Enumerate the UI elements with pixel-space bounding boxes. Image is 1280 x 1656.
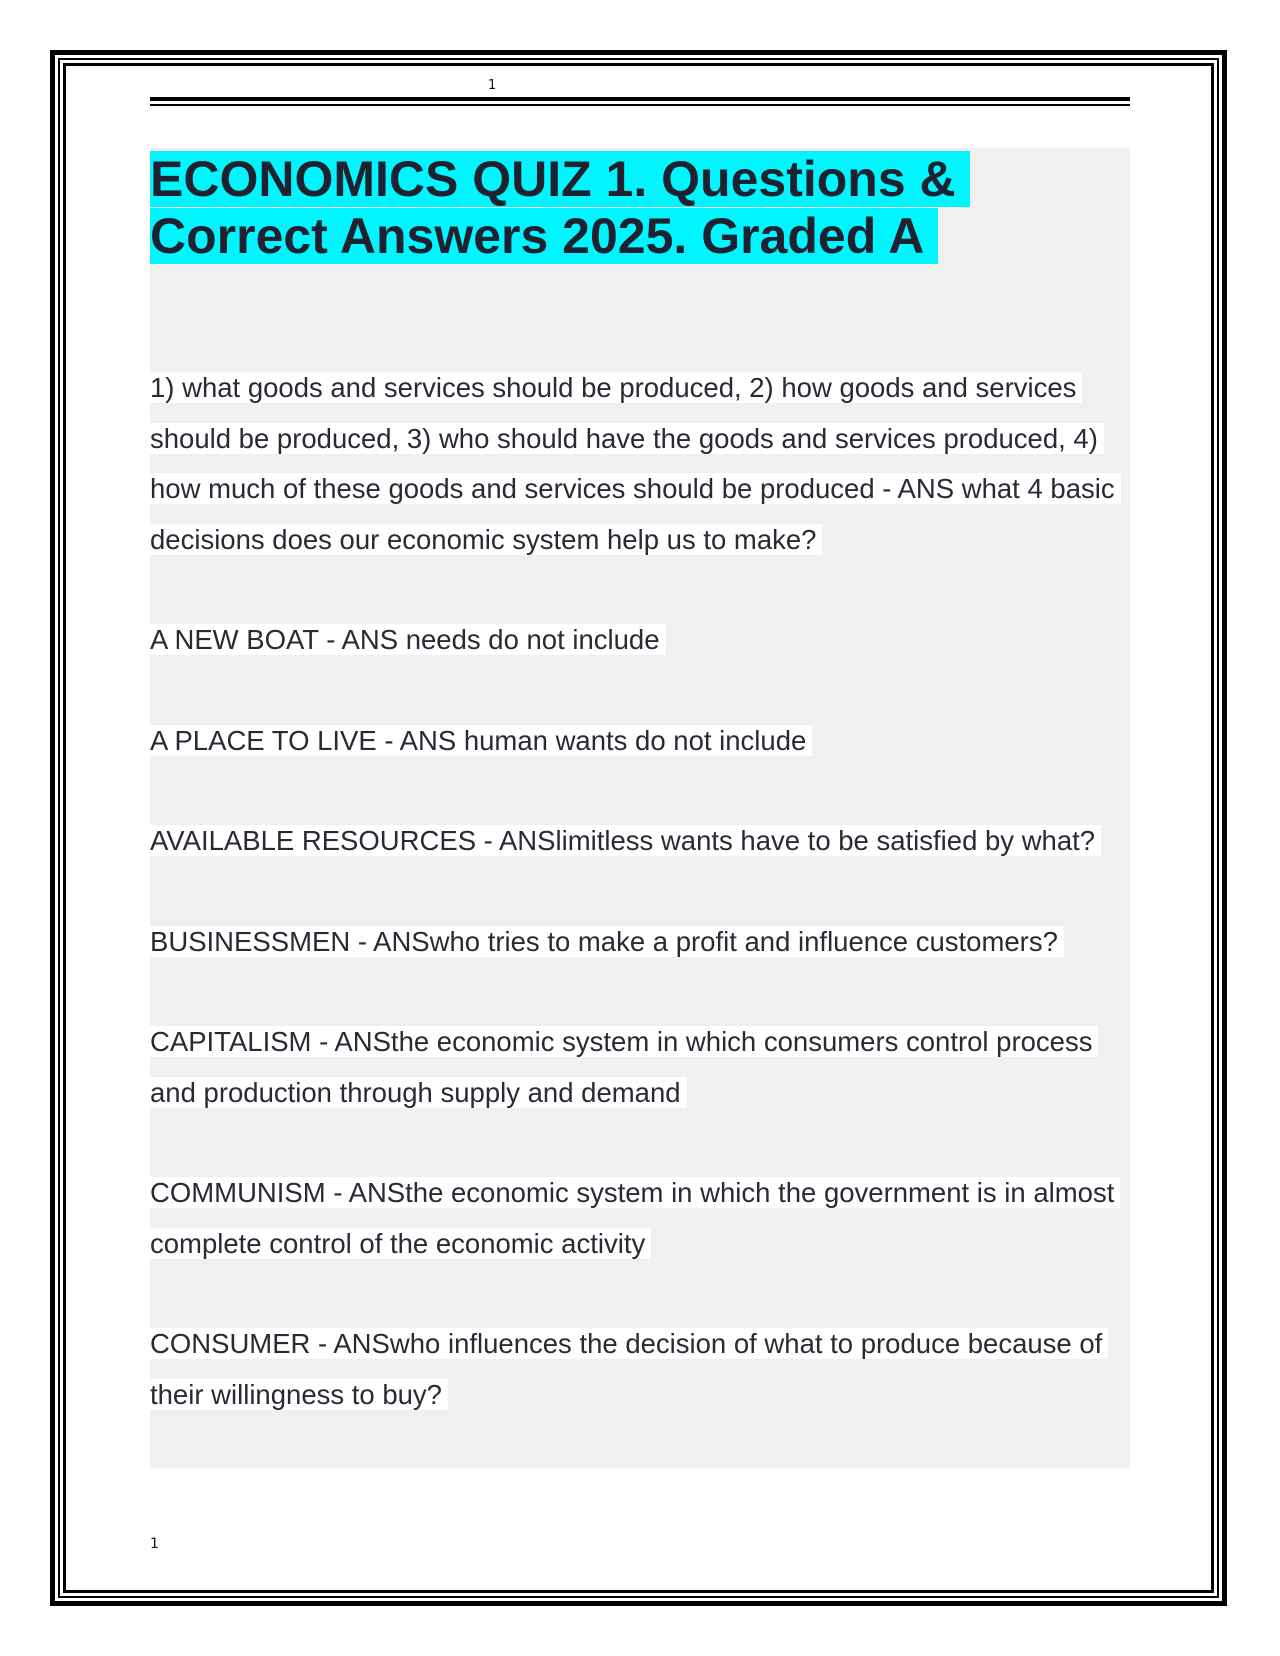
qa-entry-text: A PLACE TO LIVE - ANS human wants do not include: [150, 725, 812, 756]
qa-entry-text: 1) what goods and services should be produced, 2) how goods and services should be produced, 3) who should have the goods and services produced, 4) how much of these goods and services should be produced - ANS what 4 basic decisions does our economic system help us to make?: [150, 372, 1121, 555]
qa-list: [150, 363, 1125, 1470]
qa-entry-text: AVAILABLE RESOURCES - ANSlimitless wants have to be satisfied by what?: [150, 825, 1101, 856]
footer-page-number: 1: [150, 1536, 159, 1552]
qa-entry: [150, 1168, 1125, 1269]
qa-entry-text: BUSINESSMEN - ANSwho tries to make a profit and influence customers?: [150, 926, 1064, 957]
qa-entry-text: A NEW BOAT - ANS needs do not include: [150, 624, 666, 655]
qa-entry: [150, 615, 1125, 666]
qa-entry: [150, 1017, 1125, 1118]
qa-entry: [150, 1319, 1125, 1420]
document-title: [150, 151, 970, 265]
qa-entry: [150, 363, 1125, 565]
qa-entry-text: CONSUMER - ANSwho influences the decision of what to produce because of their willingness to buy?: [150, 1328, 1108, 1410]
qa-entry: [150, 816, 1125, 867]
header-page-number: 1: [488, 78, 497, 93]
header-rule-thin: [150, 104, 1130, 106]
qa-entry: [150, 716, 1125, 767]
qa-entry: [150, 917, 1125, 968]
qa-entry-text: CAPITALISM - ANSthe economic system in which consumers control process and production through supply and demand: [150, 1026, 1098, 1108]
header-rule-thick: [150, 97, 1130, 101]
qa-entry-text: COMMUNISM - ANSthe economic system in which the government is in almost complete control of the economic activity: [150, 1177, 1120, 1259]
document-title-text: ECONOMICS QUIZ 1. Questions & Correct Answers 2025. Graded A: [150, 151, 970, 264]
